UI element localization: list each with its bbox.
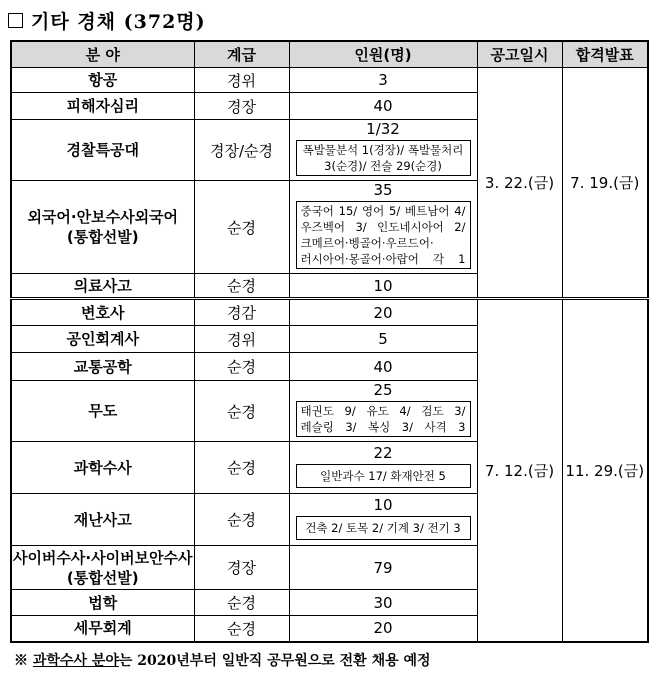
- count-breakdown: [296, 201, 471, 269]
- field-line: 사이버수사·사이버보안수사: [12, 548, 193, 567]
- count-cell: [289, 181, 477, 274]
- rank-cell: 경위: [194, 326, 289, 353]
- count-breakdown: 건축 2/ 토목 2/ 기계 3/ 전기 3: [296, 516, 471, 540]
- breakdown-line: 3(순경)/ 전술 29(순경): [324, 159, 442, 173]
- count-cell: [289, 381, 477, 442]
- field-line: 외국어·안보수사외국어: [27, 208, 179, 226]
- result-date-cell: 11. 29.(금): [562, 299, 648, 642]
- breakdown-line: 레슬링 3/ 복싱 3/ 사격 3: [300, 420, 466, 434]
- field-cell: 법학: [11, 590, 194, 616]
- rank-cell: 순경: [194, 494, 289, 546]
- announce-date-cell: 3. 22.(금): [477, 68, 562, 299]
- breakdown-line: 우즈벡어 3/ 인도네시아어 2/: [300, 220, 466, 234]
- count-cell: 20: [289, 299, 477, 326]
- count-breakdown: [296, 140, 471, 176]
- result-date-cell: 7. 19.(금): [562, 68, 648, 299]
- breakdown-line: 러시아어·몽골어·아랍어 각 1: [300, 252, 466, 266]
- field-cell: 교통공학: [11, 353, 194, 381]
- rank-cell: 순경: [194, 381, 289, 442]
- breakdown-line: 태권도 9/ 유도 4/ 검도 3/: [300, 404, 466, 418]
- recruitment-table: [10, 40, 649, 643]
- count-cell: [289, 120, 477, 181]
- count-breakdown: 일반과수 17/ 화재안전 5: [296, 464, 471, 488]
- rank-cell: 경장/순경: [194, 120, 289, 181]
- field-cell: 공인회계사: [11, 326, 194, 353]
- count-cell: 20: [289, 616, 477, 642]
- field-cell: 경찰특공대: [11, 120, 194, 181]
- footnote: [14, 650, 431, 670]
- header-announce: 공고일시: [477, 41, 562, 68]
- rank-cell: 경장: [194, 546, 289, 590]
- table-row: [11, 68, 648, 93]
- count-cell: 30: [289, 590, 477, 616]
- rank-cell: 경감: [194, 299, 289, 326]
- count-cell: 3: [289, 68, 477, 93]
- count-cell: 10: [289, 274, 477, 299]
- rank-cell: 순경: [194, 181, 289, 274]
- field-cell: 세무회계: [11, 616, 194, 642]
- count-value: 25: [373, 381, 393, 399]
- field-cell: [11, 546, 194, 590]
- field-cell: 의료사고: [11, 274, 194, 299]
- rank-cell: 경위: [194, 68, 289, 93]
- field-cell: 피해자심리: [11, 93, 194, 120]
- count-cell: [289, 442, 477, 494]
- header-rank: 계급: [194, 41, 289, 68]
- table-header-row: [11, 41, 648, 68]
- field-cell: [11, 181, 194, 274]
- count-cell: 79: [289, 546, 477, 590]
- field-cell: 무도: [11, 381, 194, 442]
- rank-cell: 순경: [194, 616, 289, 642]
- count-cell: [289, 494, 477, 546]
- count-cell: 40: [289, 353, 477, 381]
- announce-date-cell: 7. 12.(금): [477, 299, 562, 642]
- count-breakdown: [296, 401, 471, 437]
- breakdown-line: 크메르어·벵골어·우르드어·: [300, 236, 434, 250]
- table-row: [11, 299, 648, 326]
- footnote-highlight: 과학수사 분야: [32, 653, 119, 669]
- title-text: 기타 경채 (372명): [31, 10, 206, 33]
- footnote-mark: ※: [14, 653, 33, 669]
- count-value: 10: [373, 495, 393, 514]
- rank-cell: 순경: [194, 353, 289, 381]
- breakdown-line: 중국어 15/ 영어 5/ 베트남어 4/: [300, 204, 466, 218]
- count-value: 35: [373, 181, 393, 199]
- checkbox-icon: [8, 13, 23, 28]
- breakdown-line: 폭발물분석 1(경장)/ 폭발물처리: [302, 143, 464, 157]
- field-cell: 재난사고: [11, 494, 194, 546]
- count-value: 22: [373, 443, 393, 462]
- rank-cell: 경장: [194, 93, 289, 120]
- header-field: 분 야: [11, 41, 194, 68]
- header-result: 합격발표: [562, 41, 648, 68]
- field-cell: 과학수사: [11, 442, 194, 494]
- section-title: [8, 6, 206, 34]
- count-value: 1/32: [366, 120, 400, 138]
- header-count: 인원(명): [289, 41, 477, 68]
- count-cell: 40: [289, 93, 477, 120]
- field-cell: 항공: [11, 68, 194, 93]
- rank-cell: 순경: [194, 590, 289, 616]
- field-line: (통합선발): [66, 568, 139, 587]
- field-cell: 변호사: [11, 299, 194, 326]
- rank-cell: 순경: [194, 274, 289, 299]
- rank-cell: 순경: [194, 442, 289, 494]
- footnote-text: 는 2020년부터 일반직 공무원으로 전환 채용 예정: [118, 653, 431, 669]
- count-cell: 5: [289, 326, 477, 353]
- field-line: (통합선발): [66, 228, 139, 246]
